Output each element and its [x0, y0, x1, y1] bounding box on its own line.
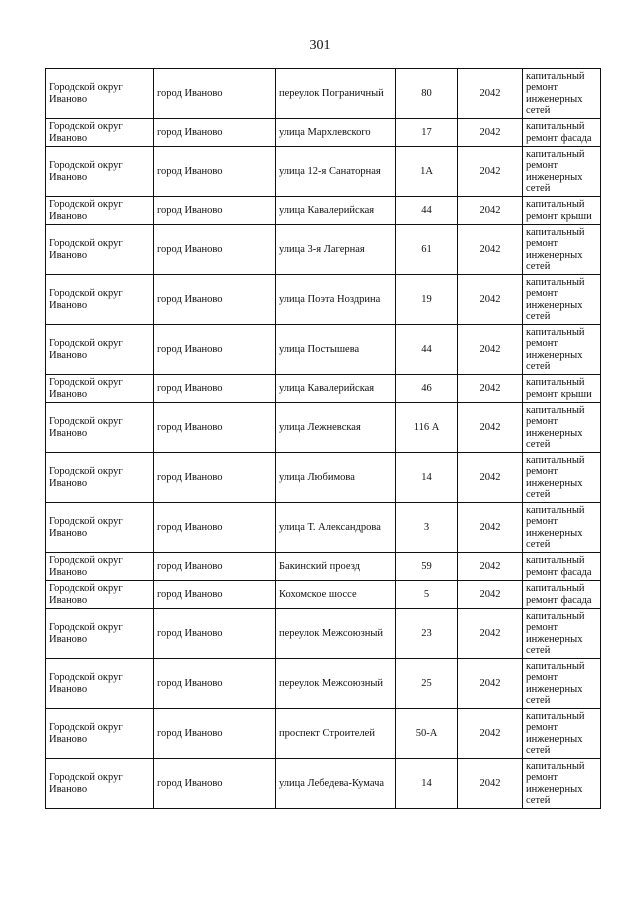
street-cell: улица Любимова [276, 453, 396, 503]
municipal-district-cell: Городской округ Иваново [46, 581, 154, 609]
settlement-cell: город Иваново [154, 375, 276, 403]
municipal-district-cell: Городской округ Иваново [46, 69, 154, 119]
house-number-cell: 5 [396, 581, 458, 609]
street-cell: Кохомское шоссе [276, 581, 396, 609]
work-type-cell: капитальный ремонт фасада [523, 581, 601, 609]
table-row [46, 69, 601, 119]
settlement-cell: город Иваново [154, 609, 276, 659]
year-cell: 2042 [458, 119, 523, 147]
year-cell: 2042 [458, 69, 523, 119]
year-cell: 2042 [458, 553, 523, 581]
house-number-cell: 19 [396, 275, 458, 325]
municipal-district-cell: Городской округ Иваново [46, 503, 154, 553]
house-number-cell: 116 А [396, 403, 458, 453]
year-cell: 2042 [458, 275, 523, 325]
municipal-district-cell: Городской округ Иваново [46, 709, 154, 759]
settlement-cell: город Иваново [154, 325, 276, 375]
registry-table [45, 68, 601, 809]
work-type-cell: капитальный ремонт инженерных сетей [523, 609, 601, 659]
street-cell: улица Постышева [276, 325, 396, 375]
settlement-cell: город Иваново [154, 147, 276, 197]
table-row [46, 197, 601, 225]
work-type-cell: капитальный ремонт крыши [523, 375, 601, 403]
settlement-cell: город Иваново [154, 553, 276, 581]
year-cell: 2042 [458, 325, 523, 375]
year-cell: 2042 [458, 759, 523, 809]
street-cell: улица Лежневская [276, 403, 396, 453]
street-cell: переулок Межсоюзный [276, 609, 396, 659]
year-cell: 2042 [458, 197, 523, 225]
work-type-cell: капитальный ремонт инженерных сетей [523, 275, 601, 325]
work-type-cell: капитальный ремонт инженерных сетей [523, 503, 601, 553]
work-type-cell: капитальный ремонт инженерных сетей [523, 759, 601, 809]
table-row [46, 453, 601, 503]
table-body [46, 69, 601, 809]
year-cell: 2042 [458, 581, 523, 609]
table-row [46, 659, 601, 709]
street-cell: улица Кавалерийская [276, 375, 396, 403]
work-type-cell: капитальный ремонт инженерных сетей [523, 225, 601, 275]
table-row [46, 375, 601, 403]
settlement-cell: город Иваново [154, 403, 276, 453]
settlement-cell: город Иваново [154, 709, 276, 759]
municipal-district-cell: Городской округ Иваново [46, 609, 154, 659]
settlement-cell: город Иваново [154, 659, 276, 709]
table-row [46, 119, 601, 147]
municipal-district-cell: Городской округ Иваново [46, 375, 154, 403]
house-number-cell: 14 [396, 453, 458, 503]
year-cell: 2042 [458, 225, 523, 275]
year-cell: 2042 [458, 609, 523, 659]
municipal-district-cell: Городской округ Иваново [46, 225, 154, 275]
settlement-cell: город Иваново [154, 503, 276, 553]
table-row [46, 553, 601, 581]
house-number-cell: 80 [396, 69, 458, 119]
street-cell: улица Поэта Ноздрина [276, 275, 396, 325]
house-number-cell: 23 [396, 609, 458, 659]
table-row [46, 325, 601, 375]
street-cell: улица 12-я Санаторная [276, 147, 396, 197]
municipal-district-cell: Городской округ Иваново [46, 119, 154, 147]
street-cell: улица Лебедева-Кумача [276, 759, 396, 809]
table-row [46, 759, 601, 809]
year-cell: 2042 [458, 147, 523, 197]
settlement-cell: город Иваново [154, 759, 276, 809]
municipal-district-cell: Городской округ Иваново [46, 453, 154, 503]
municipal-district-cell: Городской округ Иваново [46, 147, 154, 197]
work-type-cell: капитальный ремонт инженерных сетей [523, 147, 601, 197]
municipal-district-cell: Городской округ Иваново [46, 325, 154, 375]
settlement-cell: город Иваново [154, 197, 276, 225]
house-number-cell: 17 [396, 119, 458, 147]
street-cell: улица 3-я Лагерная [276, 225, 396, 275]
settlement-cell: город Иваново [154, 225, 276, 275]
year-cell: 2042 [458, 453, 523, 503]
table-row [46, 225, 601, 275]
table-row [46, 609, 601, 659]
municipal-district-cell: Городской округ Иваново [46, 197, 154, 225]
table-row [46, 403, 601, 453]
year-cell: 2042 [458, 659, 523, 709]
house-number-cell: 50-А [396, 709, 458, 759]
house-number-cell: 3 [396, 503, 458, 553]
municipal-district-cell: Городской округ Иваново [46, 275, 154, 325]
work-type-cell: капитальный ремонт инженерных сетей [523, 403, 601, 453]
settlement-cell: город Иваново [154, 581, 276, 609]
table-row [46, 275, 601, 325]
table-row [46, 147, 601, 197]
settlement-cell: город Иваново [154, 275, 276, 325]
house-number-cell: 59 [396, 553, 458, 581]
street-cell: улица Кавалерийская [276, 197, 396, 225]
street-cell: проспект Строителей [276, 709, 396, 759]
table-row [46, 581, 601, 609]
municipal-district-cell: Городской округ Иваново [46, 553, 154, 581]
house-number-cell: 1А [396, 147, 458, 197]
work-type-cell: капитальный ремонт инженерных сетей [523, 69, 601, 119]
year-cell: 2042 [458, 709, 523, 759]
settlement-cell: город Иваново [154, 453, 276, 503]
year-cell: 2042 [458, 503, 523, 553]
municipal-district-cell: Городской округ Иваново [46, 759, 154, 809]
settlement-cell: город Иваново [154, 119, 276, 147]
municipal-district-cell: Городской округ Иваново [46, 659, 154, 709]
house-number-cell: 14 [396, 759, 458, 809]
table-row [46, 503, 601, 553]
work-type-cell: капитальный ремонт инженерных сетей [523, 659, 601, 709]
house-number-cell: 25 [396, 659, 458, 709]
street-cell: переулок Пограничный [276, 69, 396, 119]
year-cell: 2042 [458, 375, 523, 403]
street-cell: улица Т. Александрова [276, 503, 396, 553]
settlement-cell: город Иваново [154, 69, 276, 119]
municipal-district-cell: Городской округ Иваново [46, 403, 154, 453]
work-type-cell: капитальный ремонт инженерных сетей [523, 325, 601, 375]
house-number-cell: 46 [396, 375, 458, 403]
house-number-cell: 61 [396, 225, 458, 275]
work-type-cell: капитальный ремонт фасада [523, 119, 601, 147]
house-number-cell: 44 [396, 197, 458, 225]
work-type-cell: капитальный ремонт фасада [523, 553, 601, 581]
page-number: 301 [309, 38, 331, 53]
street-cell: улица Мархлевского [276, 119, 396, 147]
work-type-cell: капитальный ремонт инженерных сетей [523, 709, 601, 759]
house-number-cell: 44 [396, 325, 458, 375]
year-cell: 2042 [458, 403, 523, 453]
table-row [46, 709, 601, 759]
work-type-cell: капитальный ремонт крыши [523, 197, 601, 225]
street-cell: переулок Межсоюзный [276, 659, 396, 709]
work-type-cell: капитальный ремонт инженерных сетей [523, 453, 601, 503]
street-cell: Бакинский проезд [276, 553, 396, 581]
